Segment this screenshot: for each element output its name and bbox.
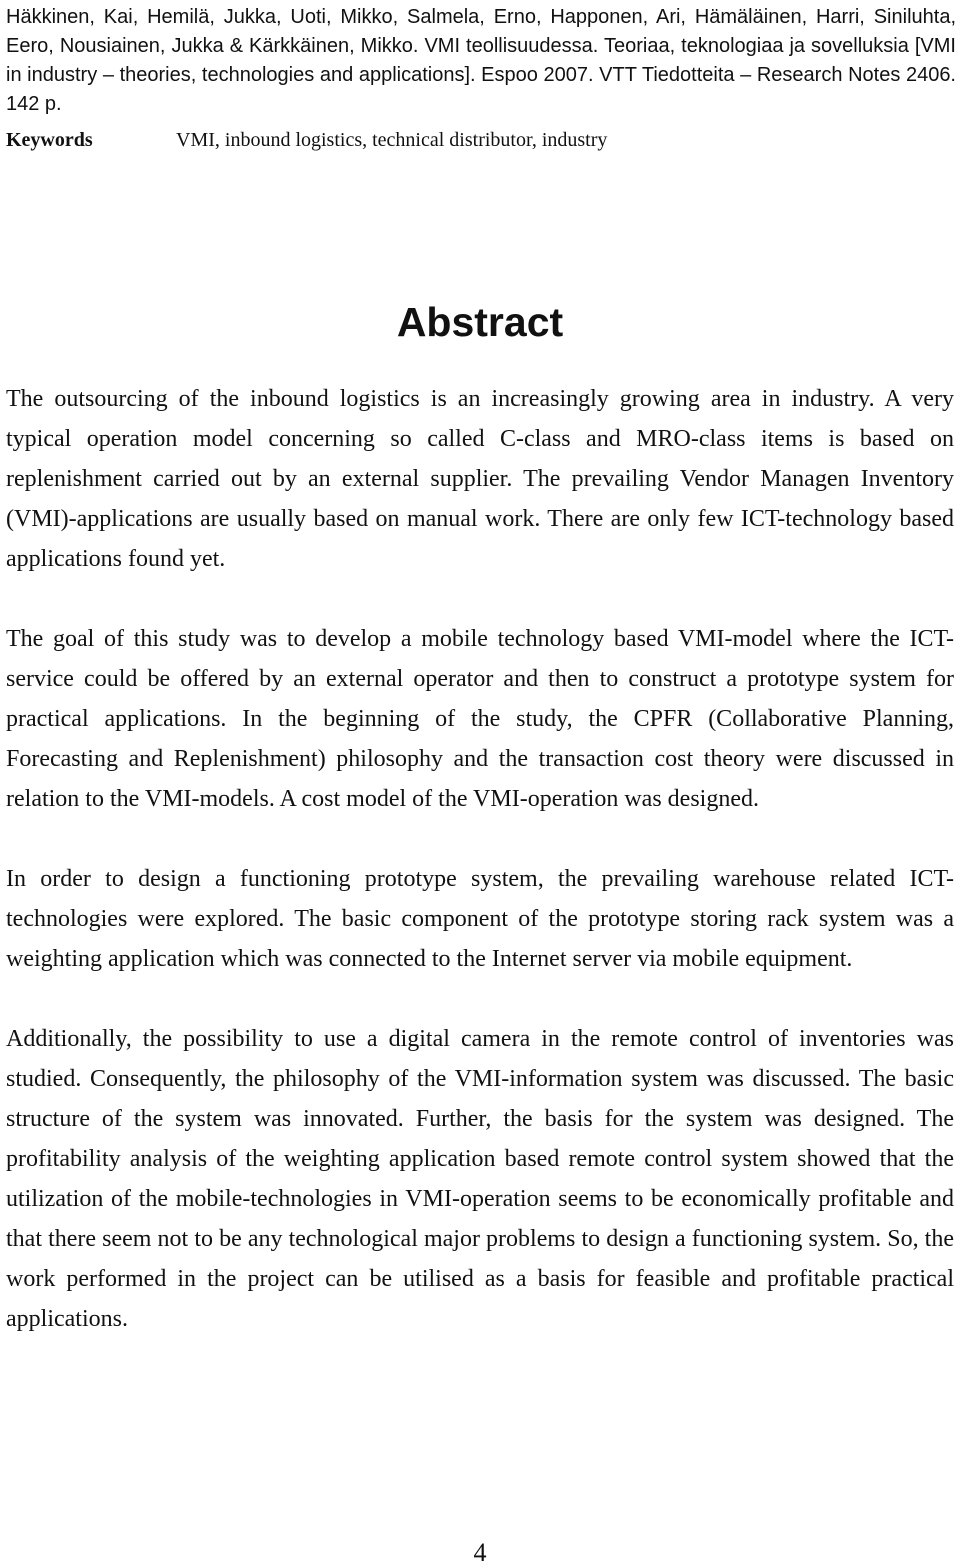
abstract-heading: Abstract (396, 299, 564, 345)
abstract-body (6, 379, 954, 1379)
page-number: 4 (473, 1538, 487, 1567)
bibliographic-citation: Häkkinen, Kai, Hemilä, Jukka, Uoti, Mikko, Salmela, Erno, Happonen, Ari, Hämäläinen, Harri, Siniluhta, Eero, Nousiainen, Jukka & Kärkkäinen, Mikko. VMI teollisuudessa. Teoriaa, teknologiaa ja sovelluksia [VMI in industry – theories, technologies and applications]. Espoo 2007. VTT Tiedotteita – Research Notes 2406. 142 p. (6, 6, 956, 115)
keywords-value: VMI, inbound logistics, technical distributor, industry (176, 129, 608, 151)
keywords-row (6, 126, 956, 155)
abstract-paragraph-4: Additionally, the possibility to use a digital camera in the remote control of inventories was studied. Consequently, the philosophy of the VMI-information system was discussed. The basic structure of the system was innovated. Further, the basis for the system was designed. The profitability analysis of the weighting application based remote control system showed that the utilization of the mobile-technologies in VMI-operation seems to be economically profitable and that there seem not to be any technological major problems to design a functioning system. So, the work performed in the project can be utilised as a basis for feasible and profitable practical applications. (6, 1026, 954, 1332)
abstract-paragraph-1: The outsourcing of the inbound logistics is an increasingly growing area in industry. A very typical operation model concerning so called C-class and MRO-class items is based on replenishment carried out by an external supplier. The prevailing Vendor Managen Inventory (VMI)-applications are usually based on manual work. There are only few ICT-technology based applications found yet. (6, 386, 954, 572)
abstract-paragraph-3: In order to design a functioning prototype system, the prevailing warehouse related ICT-technologies were explored. The basic component of the prototype storing rack system was a weighting application which was connected to the Internet server via mobile equipment. (6, 866, 954, 972)
keywords-label: Keywords (6, 129, 93, 151)
abstract-paragraph-2: The goal of this study was to develop a mobile technology based VMI-model where the ICT-service could be offered by an external operator and then to construct a prototype system for practical applications. In the beginning of the study, the CPFR (Collaborative Planning, Forecasting and Replenishment) philosophy and the transaction cost theory were discussed in relation to the VMI-models. A cost model of the VMI-operation was designed. (6, 626, 954, 812)
